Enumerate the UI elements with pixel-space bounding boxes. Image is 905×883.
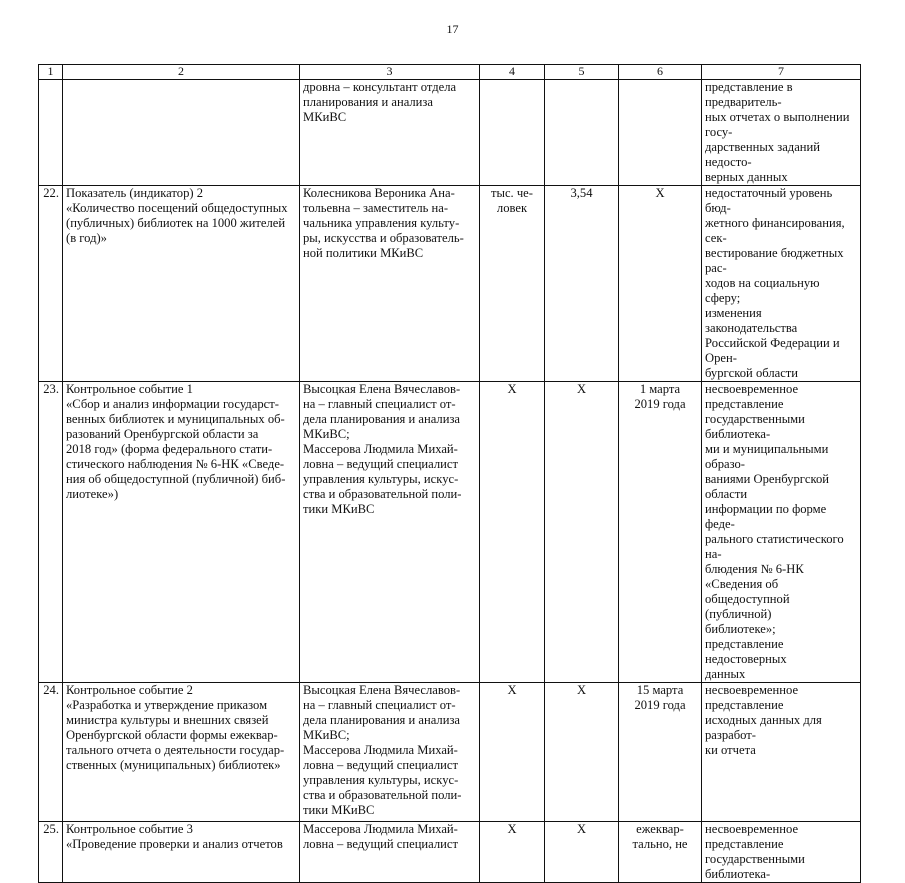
column-header: 3 — [300, 65, 480, 80]
risk-description: представление в предваритель- ных отчетах о выполнении госу- дарственных заданий недосто- верных данных — [702, 80, 861, 186]
table-row — [39, 822, 861, 883]
unit-cell: Х — [480, 382, 545, 683]
row-number: 25. — [39, 822, 63, 883]
deadline-cell — [619, 80, 702, 186]
responsible-person: Высоцкая Елена Вячеславов- на – главный специалист от- дела планирования и анализа МКиВС; Массерова Людмила Михай- ловна – ведущий специалист управления культуры, искус- ства и образовательной поли- тики МКиВС — [300, 683, 480, 822]
value-cell: 3,54 — [545, 186, 619, 382]
risk-description: несвоевременное представление государственными библиотека- ми и муниципальными образо- ваниями Оренбургской области информации по форме феде- рального статистического на- блюдения № 6-НК «Сведения об общедоступной (публичной) библиотеке»; представление недостоверных данных — [702, 382, 861, 683]
responsible-person: Колесникова Вероника Ана- тольевна – заместитель на- чальника управления культу- ры, искусства и образователь- ной политики МКиВС — [300, 186, 480, 382]
column-header: 1 — [39, 65, 63, 80]
table-row — [39, 186, 861, 382]
table-row — [39, 382, 861, 683]
deadline-cell: 1 марта 2019 года — [619, 382, 702, 683]
item-description: Контрольное событие 3 «Проведение проверки и анализ отчетов — [63, 822, 300, 883]
row-number — [39, 80, 63, 186]
row-number: 22. — [39, 186, 63, 382]
unit-cell: Х — [480, 822, 545, 883]
item-description — [63, 80, 300, 186]
item-description: Контрольное событие 1 «Сбор и анализ информации государст- венных библиотек и муниципальных об- разований Оренбургской области за 2018 год» (форма федерального стати- стического наблюдения № 6-НК «Сведе- ния об общедоступной (публичной) биб- лиотеке») — [63, 382, 300, 683]
page-number: 17 — [446, 22, 459, 36]
item-description: Показатель (индикатор) 2 «Количество посещений общедоступных (публичных) библиотек на 1000 жителей (в год)» — [63, 186, 300, 382]
table-row — [39, 80, 861, 186]
responsible-person: Высоцкая Елена Вячеславов- на – главный специалист от- дела планирования и анализа МКиВС; Массерова Людмила Михай- ловна – ведущий специалист управления культуры, искус- ства и образовательной поли- тики МКиВС — [300, 382, 480, 683]
responsible-person: Массерова Людмила Михай- ловна – ведущий специалист — [300, 822, 480, 883]
value-cell: Х — [545, 382, 619, 683]
value-cell — [545, 80, 619, 186]
value-cell: Х — [545, 822, 619, 883]
column-header: 6 — [619, 65, 702, 80]
unit-cell: Х — [480, 683, 545, 822]
header-row — [39, 65, 861, 80]
unit-cell — [480, 80, 545, 186]
column-header: 5 — [545, 65, 619, 80]
column-header: 2 — [63, 65, 300, 80]
report-table — [38, 64, 861, 883]
item-description: Контрольное событие 2 «Разработка и утверждение приказом министра культуры и внешних связей Оренбургской области формы ежеквар- тального отчета о деятельности государ- ственных (муниципальных) библиотек» — [63, 683, 300, 822]
value-cell: Х — [545, 683, 619, 822]
risk-description: недостаточный уровень бюд- жетного финансирования, сек- вестирование бюджетных рас- ходов на социальную сферу; изменения законодательства Российской Федерации и Орен- бургской области — [702, 186, 861, 382]
deadline-cell: ежеквар- тально, не — [619, 822, 702, 883]
row-number: 23. — [39, 382, 63, 683]
column-header: 7 — [702, 65, 861, 80]
risk-description: несвоевременное представление государственными библиотека- — [702, 822, 861, 883]
deadline-cell: Х — [619, 186, 702, 382]
table-row — [39, 683, 861, 822]
row-number: 24. — [39, 683, 63, 822]
responsible-person: дровна – консультант отдела планирования и анализа МКиВС — [300, 80, 480, 186]
unit-cell: тыс. че- ловек — [480, 186, 545, 382]
risk-description: несвоевременное представление исходных данных для разработ- ки отчета — [702, 683, 861, 822]
deadline-cell: 15 марта 2019 года — [619, 683, 702, 822]
column-header: 4 — [480, 65, 545, 80]
